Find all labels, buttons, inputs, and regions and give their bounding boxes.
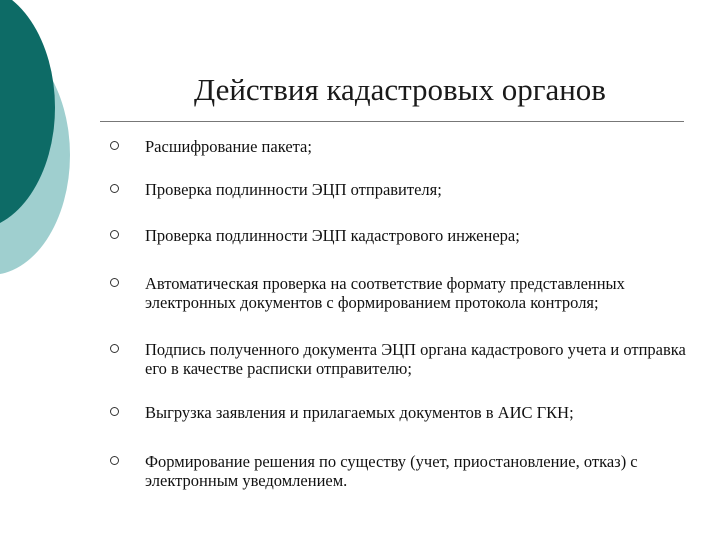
bullet-icon — [110, 456, 119, 465]
list-item-text: Автоматическая проверка на соответствие формату представленных электронных документов с формированием протокола контроля; — [145, 274, 625, 312]
list-item-text: Формирование решения по существу (учет, приостановление, отказ) с электронным уведомлением. — [145, 452, 638, 490]
bullet-icon — [110, 278, 119, 287]
title-divider — [100, 121, 684, 122]
bullet-icon — [110, 141, 119, 150]
bullet-icon — [110, 407, 119, 416]
list-item-text: Расшифрование пакета; — [145, 137, 312, 156]
list-item-text: Проверка подлинности ЭЦП отправителя; — [145, 180, 442, 199]
slide-title: Действия кадастровых органов — [194, 72, 606, 107]
list-item-text: Подпись полученного документа ЭЦП органа кадастрового учета и отправка его в качестве расписки отправителю; — [145, 340, 686, 378]
list-item-text: Выгрузка заявления и прилагаемых документов в АИС ГКН; — [145, 403, 574, 422]
list-item-text: Проверка подлинности ЭЦП кадастрового инженера; — [145, 226, 520, 245]
bullet-icon — [110, 344, 119, 353]
bullet-icon — [110, 184, 119, 193]
bullet-icon — [110, 230, 119, 239]
